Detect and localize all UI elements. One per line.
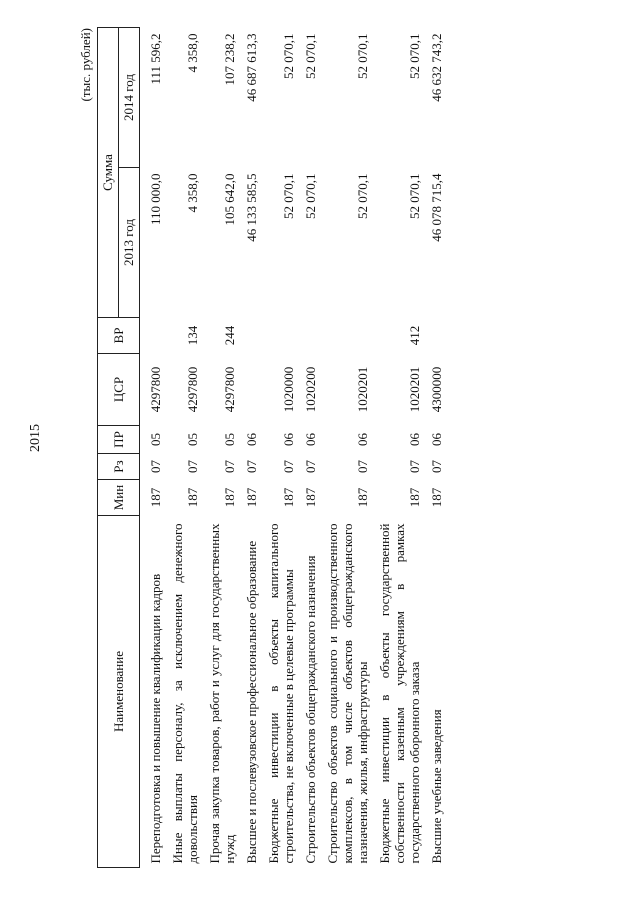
row-csr (242, 354, 264, 426)
row-2014: 46 632 743,2 (429, 33, 444, 102)
row-pr: 05 (185, 433, 200, 446)
header-2014: 2014 год (119, 28, 140, 168)
row-2013: 46 133 585,5 (244, 173, 259, 242)
row-name: Иные выплаты персоналу, за исключением денежного довольствия (170, 523, 200, 864)
row-min: 187 (429, 487, 444, 508)
table-row (323, 28, 375, 868)
row-vr: 412 (407, 325, 422, 346)
row-rz: 07 (281, 460, 296, 473)
table-row (375, 28, 427, 868)
header-pr: ПР (98, 426, 140, 454)
row-min: 187 (185, 487, 200, 508)
row-csr: 1020200 (303, 366, 318, 413)
table-row (140, 28, 169, 868)
row-name: Бюджетные инвестиции в объекты капитального строительства, не включенные в целевые программы (266, 523, 296, 864)
row-pr: 05 (222, 433, 237, 446)
row-csr: 1020201 (407, 366, 422, 413)
row-2013: 105 642,0 (222, 173, 237, 226)
row-2013: 46 078 715,4 (429, 173, 444, 242)
row-pr: 06 (281, 433, 296, 446)
row-2014: 107 238,2 (222, 33, 237, 86)
row-rz: 07 (355, 460, 370, 473)
row-2013: 52 070,1 (303, 173, 318, 219)
row-csr: 4300000 (429, 366, 444, 413)
row-vr (242, 318, 264, 354)
row-rz: 07 (429, 460, 444, 473)
header-csr: ЦСР (98, 354, 140, 426)
row-2014: 52 070,1 (407, 33, 422, 79)
table-row (242, 28, 264, 868)
header-rz: Рз (98, 454, 140, 480)
row-name: Высшее и послевузовское профессиональное образование (244, 540, 259, 864)
row-name: Строительство объектов социального и производственного комплексов, в том числе объектов общегражданского назначения, жилья, инфраструктуры (325, 523, 370, 864)
row-csr: 4297800 (148, 366, 163, 413)
table-row (427, 28, 449, 868)
row-vr (323, 318, 375, 354)
row-pr: 06 (244, 433, 259, 446)
row-2013: 52 070,1 (407, 173, 422, 219)
table-row (301, 28, 323, 868)
row-vr: 134 (185, 325, 200, 346)
row-min: 187 (244, 487, 259, 508)
table-body (140, 28, 450, 868)
row-csr: 1020000 (281, 366, 296, 413)
header-name: Наименование (98, 516, 140, 868)
table-row (205, 28, 242, 868)
row-2014: 111 596,2 (148, 33, 163, 85)
row-vr (264, 318, 301, 354)
row-name: Прочая закупка товаров, работ и услуг для государственных нужд (207, 523, 237, 864)
row-name: Высшие учебные заведения (429, 709, 444, 864)
row-name: Строительство объектов общегражданского назначения (303, 555, 318, 864)
row-2014: 52 070,1 (281, 33, 296, 79)
table-row (264, 28, 301, 868)
budget-table (97, 27, 449, 868)
row-2014: 46 687 613,3 (244, 33, 259, 102)
row-2014: 52 070,1 (355, 33, 370, 79)
row-min: 187 (407, 487, 422, 508)
row-pr: 06 (407, 433, 422, 446)
row-2013: 52 070,1 (281, 173, 296, 219)
row-rz: 07 (222, 460, 237, 473)
row-rz: 07 (148, 460, 163, 473)
row-rz: 07 (303, 460, 318, 473)
row-min: 187 (355, 487, 370, 508)
row-pr: 06 (429, 433, 444, 446)
row-rz: 07 (407, 460, 422, 473)
row-rz: 07 (185, 460, 200, 473)
row-pr: 05 (148, 433, 163, 446)
row-rz: 07 (244, 460, 259, 473)
row-vr (301, 318, 323, 354)
header-sum: Сумма (98, 28, 119, 318)
page-number: 2015 (28, 424, 43, 452)
row-2013: 110 000,0 (148, 173, 163, 226)
row-csr: 1020201 (355, 366, 370, 413)
row-pr: 06 (303, 433, 318, 446)
row-csr: 4297800 (185, 366, 200, 413)
row-min: 187 (148, 487, 163, 508)
header-min: Мин (98, 480, 140, 516)
row-vr (140, 318, 169, 354)
row-vr (427, 318, 449, 354)
row-pr: 06 (355, 433, 370, 446)
row-2013: 52 070,1 (355, 173, 370, 219)
row-csr: 4297800 (222, 366, 237, 413)
table-row (168, 28, 205, 868)
row-vr: 244 (222, 325, 237, 346)
row-min: 187 (222, 487, 237, 508)
row-name: Бюджетные инвестиции в объекты государственной собственности казенным учреждениям в рамках государственного оборонного заказа (377, 523, 422, 864)
header-vr: ВР (98, 318, 140, 354)
units-label: (тыс. рублей) (78, 28, 93, 102)
rotated-table-page (75, 28, 570, 868)
row-name: Переподготовка и повышение квалификации кадров (148, 573, 163, 864)
row-2014: 52 070,1 (303, 33, 318, 79)
row-min: 187 (281, 487, 296, 508)
row-2014: 4 358,0 (185, 33, 200, 73)
row-2013: 4 358,0 (185, 173, 200, 213)
header-2013: 2013 год (119, 168, 140, 318)
row-min: 187 (303, 487, 318, 508)
